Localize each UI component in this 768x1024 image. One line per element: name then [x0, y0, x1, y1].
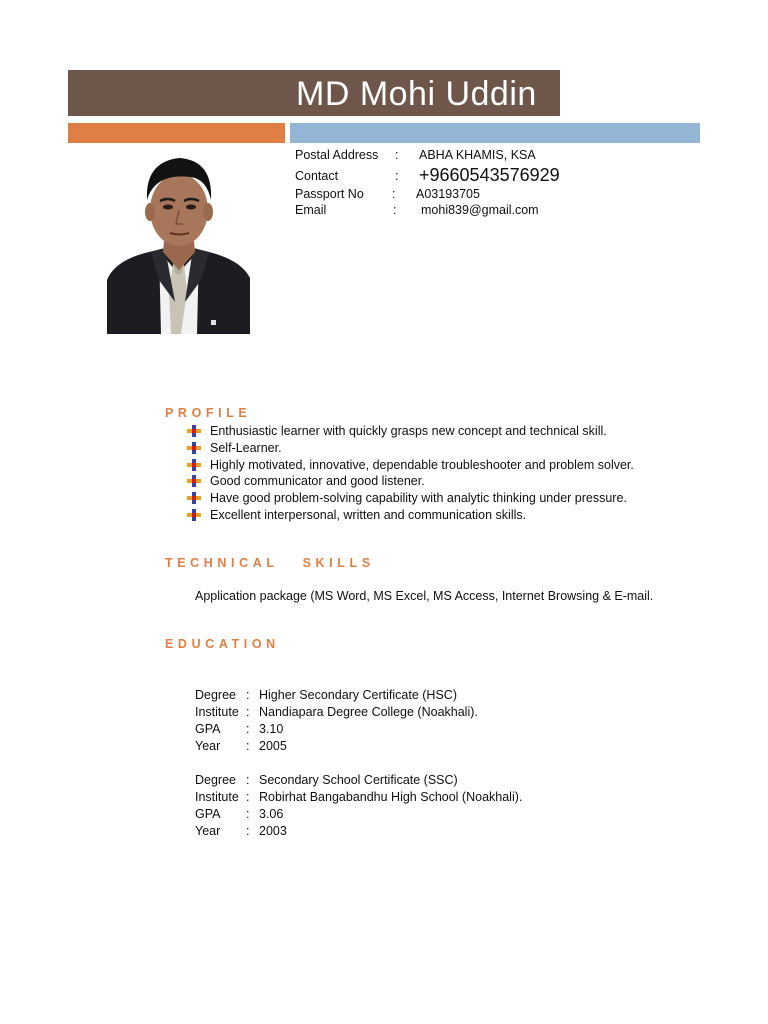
cross-bullet-icon — [187, 492, 201, 504]
profile-list — [187, 423, 634, 524]
education-separator: : — [246, 824, 250, 838]
education-separator: : — [246, 705, 250, 719]
education-label: GPA — [195, 807, 221, 821]
postal-address-value: ABHA KHAMIS, KSA — [419, 148, 536, 162]
cross-bullet-icon — [187, 442, 201, 454]
education-value: Secondary School Certificate (SSC) — [259, 773, 458, 787]
education-label: GPA — [195, 722, 221, 736]
education-label: Institute — [195, 790, 239, 804]
education-separator: : — [246, 807, 250, 821]
contact-label: Passport No — [295, 187, 364, 201]
contact-separator: : — [395, 148, 399, 162]
profile-item — [187, 423, 634, 440]
education-separator: : — [246, 790, 250, 804]
education-value: 3.06 — [259, 807, 284, 821]
education-label: Year — [195, 824, 221, 838]
education-value: 3.10 — [259, 722, 284, 736]
profile-item — [187, 457, 634, 474]
technical-skills-text: Application package (MS Word, MS Excel, MS Access, Internet Browsing & E-mail. — [195, 589, 654, 603]
profile-item — [187, 507, 634, 524]
education-heading: EDUCATION — [165, 637, 280, 651]
profile-item — [187, 440, 634, 457]
contact-label: Contact — [295, 169, 339, 183]
passport-value: A03193705 — [416, 187, 480, 201]
contact-label: Email — [295, 203, 327, 217]
profile-item-text: Enthusiastic learner with quickly grasps new concept and technical skill. — [210, 424, 607, 438]
profile-item-text: Excellent interpersonal, written and communication skills. — [210, 507, 527, 522]
profile-item — [187, 473, 634, 490]
email-value: mohi839@gmail.com — [421, 203, 539, 217]
cross-bullet-icon — [187, 509, 201, 521]
profile-photo — [107, 152, 250, 334]
education-value: Robirhat Bangabandhu High School (Noakhali). — [259, 790, 523, 804]
candidate-name: MD Mohi Uddin — [296, 75, 537, 113]
education-label: Institute — [195, 705, 239, 719]
orange-accent-bar — [68, 123, 285, 143]
education-separator: : — [246, 739, 250, 753]
contact-label: Postal Address — [295, 148, 379, 162]
profile-item-text: Have good problem-solving capability with analytic thinking under pressure. — [210, 491, 627, 506]
contact-separator: : — [393, 203, 397, 217]
education-value: Nandiapara Degree College (Noakhali). — [259, 705, 478, 719]
blue-accent-bar — [290, 123, 700, 143]
profile-item-text: Good communicator and good listener. — [210, 474, 425, 489]
profile-item-text: Self-Learner. — [210, 440, 282, 455]
cross-bullet-icon — [187, 459, 201, 471]
education-label: Degree — [195, 773, 236, 787]
contact-separator: : — [392, 187, 396, 201]
education-value: 2003 — [259, 824, 287, 838]
technical-skills-heading: TECHNICAL SKILLS — [165, 556, 375, 570]
education-separator: : — [246, 722, 250, 736]
education-separator: : — [246, 773, 250, 787]
contact-separator: : — [395, 169, 399, 183]
education-separator: : — [246, 688, 250, 702]
profile-item-text: Highly motivated, innovative, dependable troubleshooter and problem solver. — [210, 457, 634, 472]
education-value: Higher Secondary Certificate (HSC) — [259, 688, 457, 702]
education-value: 2005 — [259, 739, 287, 753]
profile-heading: PROFILE — [165, 406, 252, 420]
cross-bullet-icon — [187, 475, 201, 487]
education-label: Year — [195, 739, 221, 753]
phone-value: +9660543576929 — [419, 165, 560, 185]
education-label: Degree — [195, 688, 236, 702]
profile-item — [187, 490, 634, 507]
cross-bullet-icon — [187, 425, 201, 437]
